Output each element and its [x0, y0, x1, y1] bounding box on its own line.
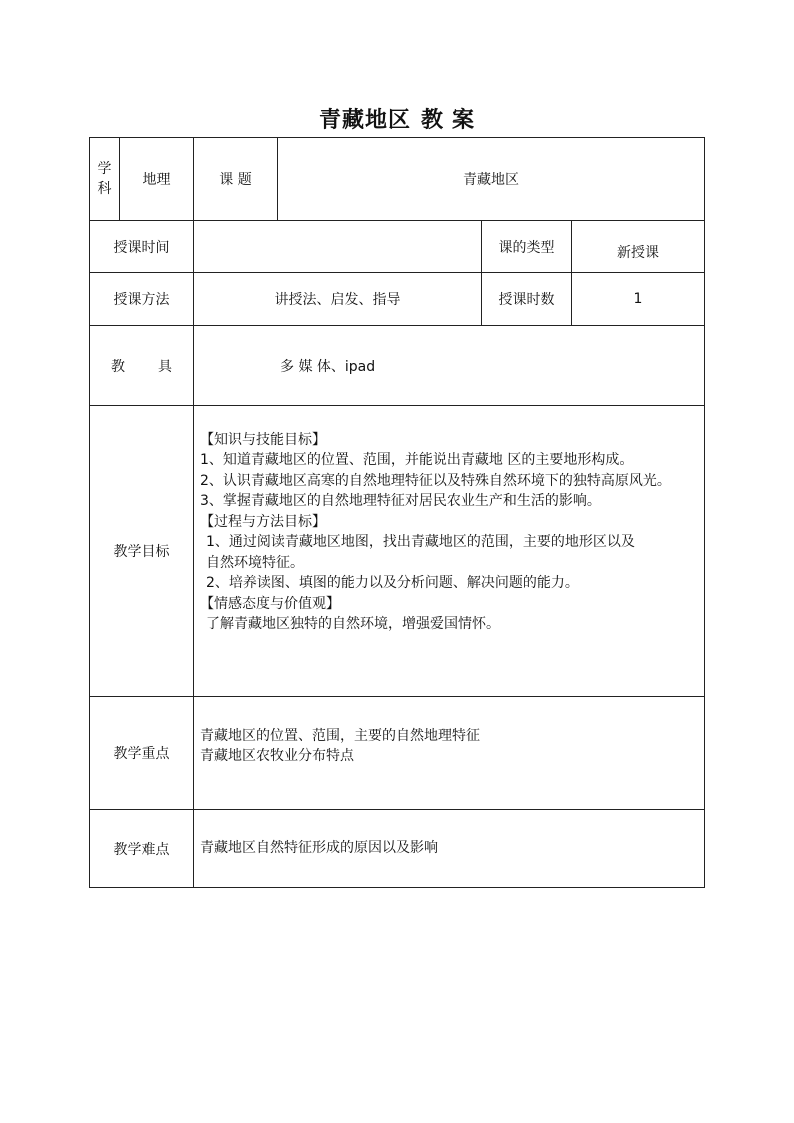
key-point-1: 青藏地区的位置、范围，主要的自然地理特征 — [200, 727, 480, 744]
time-value — [194, 221, 482, 273]
goal-knowledge-2: 2、认识青藏地区高寒的自然地理特征以及特殊自然环境下的独特高原风光。 — [200, 472, 671, 489]
subject-label-2: 科 — [97, 181, 112, 197]
tools-label-cell — [90, 326, 194, 406]
goal-knowledge-1: 1、知道青藏地区的位置、范围，并能说出青藏地 区的主要地形构成。 — [200, 452, 634, 468]
difficulty-value: 青藏地区自然特征形成的原因以及影响 — [200, 840, 438, 857]
tools-label-1: 教 — [111, 358, 125, 375]
key-cell — [194, 697, 705, 810]
key-point-2: 青藏地区农牧业分布特点 — [200, 748, 354, 764]
difficulty-cell — [194, 810, 705, 888]
subject-label-cell — [90, 138, 120, 221]
topic-value: 青藏地区 — [278, 138, 705, 221]
row-key — [90, 697, 705, 810]
tools-value: 多 媒 体、ipad — [194, 326, 705, 406]
row-goals — [90, 406, 705, 697]
goal-emotion-1: 了解青藏地区独特的自然环境，增强爱国情怀。 — [206, 616, 500, 632]
method-value: 讲授法、启发、指导 — [194, 273, 482, 326]
row-method — [90, 273, 705, 326]
goal-process-2: 2、培养读图、填图的能力以及分析问题、解决问题的能力。 — [206, 575, 579, 591]
title-main: 青藏地区 — [318, 108, 411, 133]
row-difficulty — [90, 810, 705, 888]
time-label: 授课时间 — [90, 221, 194, 273]
goal-knowledge-3: 3、掌握青藏地区的自然地理特征对居民农业生产和生活的影响。 — [200, 493, 601, 509]
title-jiao: 教 — [420, 108, 444, 133]
hours-label: 授课时数 — [482, 273, 572, 326]
goals-cell — [194, 406, 705, 697]
hours-value: 1 — [572, 273, 705, 326]
goal-heading-knowledge: 【知识与技能目标】 — [200, 431, 326, 448]
goal-process-1b: 自然环境特征。 — [206, 554, 304, 571]
topic-label: 课 题 — [194, 138, 278, 221]
type-label: 课的类型 — [482, 221, 572, 273]
method-label: 授课方法 — [90, 273, 194, 326]
key-label: 教学重点 — [90, 697, 194, 810]
row-time — [90, 221, 705, 273]
goal-heading-emotion: 【情感态度与价值观】 — [200, 595, 340, 612]
goals-text — [194, 430, 704, 673]
subject-value: 地理 — [120, 138, 194, 221]
goal-heading-process: 【过程与方法目标】 — [200, 513, 326, 530]
subject-label-1: 学 — [97, 161, 112, 177]
difficulty-label: 教学难点 — [90, 810, 194, 888]
goals-label: 教学目标 — [90, 406, 194, 697]
type-value: 新授课 — [572, 221, 705, 273]
row-subject — [90, 138, 705, 221]
tools-label-2: 具 — [158, 358, 172, 375]
title-an: 案 — [452, 108, 476, 133]
lesson-plan-table — [89, 137, 705, 888]
document-title — [0, 103, 794, 134]
goal-process-1a: 1、通过阅读青藏地区地图，找出青藏地区的范围，主要的地形区以及 — [206, 534, 635, 550]
row-tools — [90, 326, 705, 406]
